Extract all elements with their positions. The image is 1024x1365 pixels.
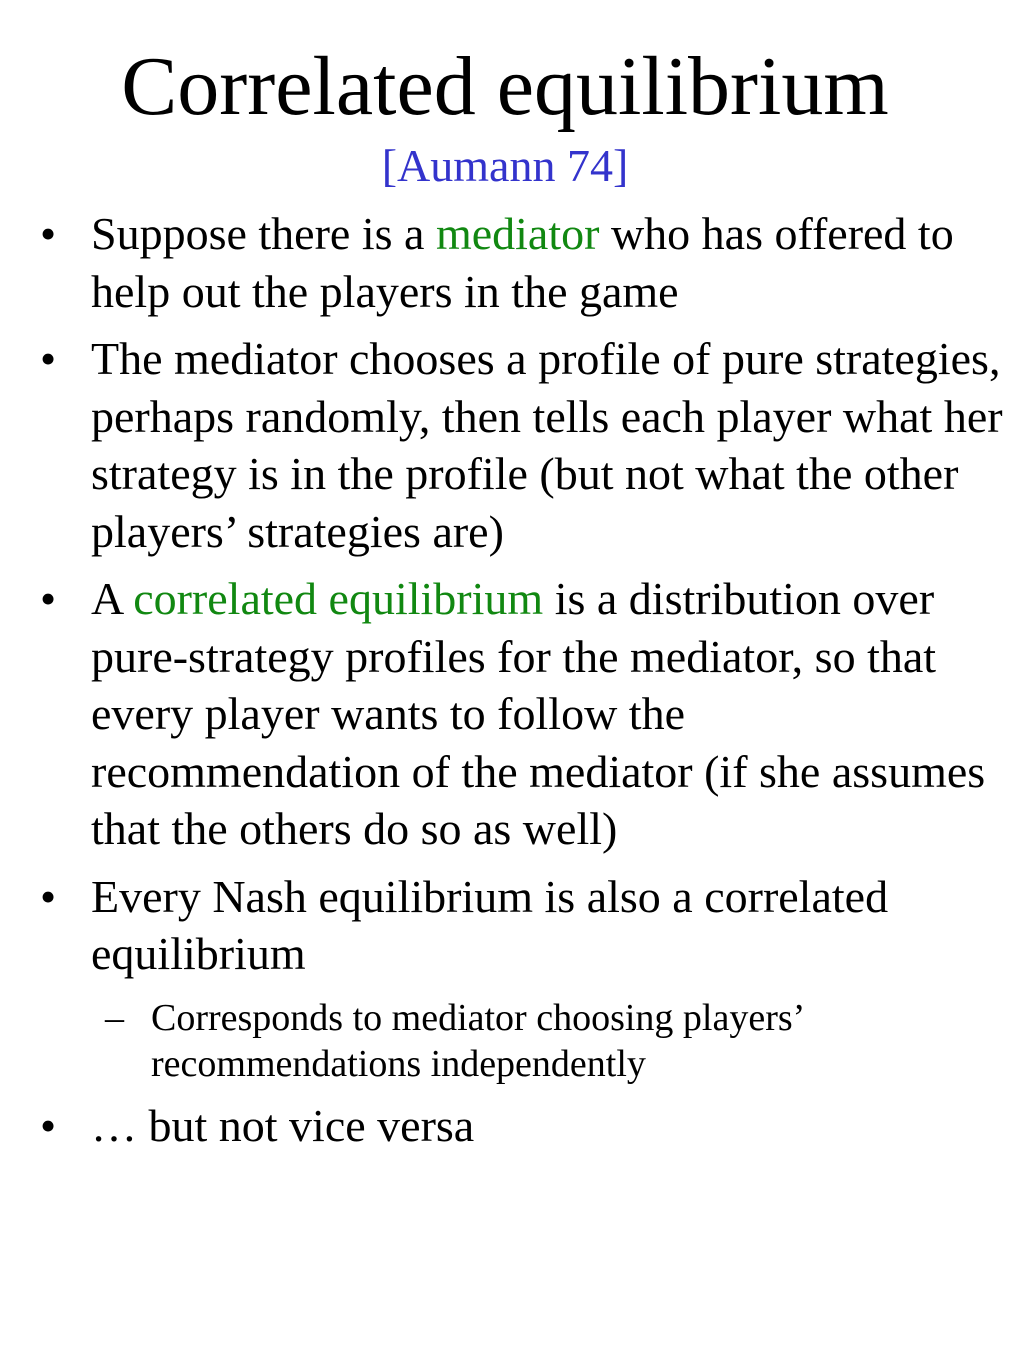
bullet-text: who has offered to help out the players in the game: [91, 208, 954, 317]
bullet-nash: [0, 868, 1024, 1087]
bullet-text: The mediator chooses a profile of pure strategies, perhaps randomly, then tells each player what her strategy is in the profile (but not what the other players’ strategies are): [91, 333, 1003, 557]
bullet-mediator: [0, 205, 1024, 320]
bullet-list: [0, 205, 1024, 1164]
citation: [Aumann 74]: [381, 140, 629, 191]
bullet-text: A: [91, 573, 134, 624]
bullet-text: Suppose there is a: [91, 208, 436, 259]
bullet-not-vice-versa: [0, 1097, 1024, 1155]
sub-bullet-list: [91, 995, 1004, 1087]
bullet-mediator-chooses: [0, 330, 1024, 560]
bullet-glyph: •: [40, 573, 57, 624]
bullet-glyph: •: [40, 333, 57, 384]
highlight-term-correlated-equilibrium: correlated equilibrium: [133, 573, 544, 624]
bullet-glyph: •: [40, 208, 57, 259]
bullet-definition: [0, 570, 1024, 858]
highlight-term-mediator: mediator: [435, 208, 600, 259]
sub-bullet-text: Corresponds to mediator choosing players’ recommendations independently: [151, 996, 803, 1085]
slide-title: Correlated equilibrium: [121, 40, 889, 133]
bullet-glyph: •: [40, 870, 57, 922]
bullet-glyph: •: [40, 1099, 57, 1151]
bullet-text: Every Nash equilibrium is also a correlated equilibrium: [91, 870, 889, 979]
bullet-text: is a distribution over pure-strategy profiles for the mediator, so that every player wants to follow the recommendation of the mediator (if she assumes that the others do so as well): [91, 573, 986, 854]
sub-bullet-independent: [91, 995, 1004, 1087]
sub-bullet-glyph: –: [105, 996, 124, 1039]
bullet-text: … but not vice versa: [91, 1099, 475, 1151]
